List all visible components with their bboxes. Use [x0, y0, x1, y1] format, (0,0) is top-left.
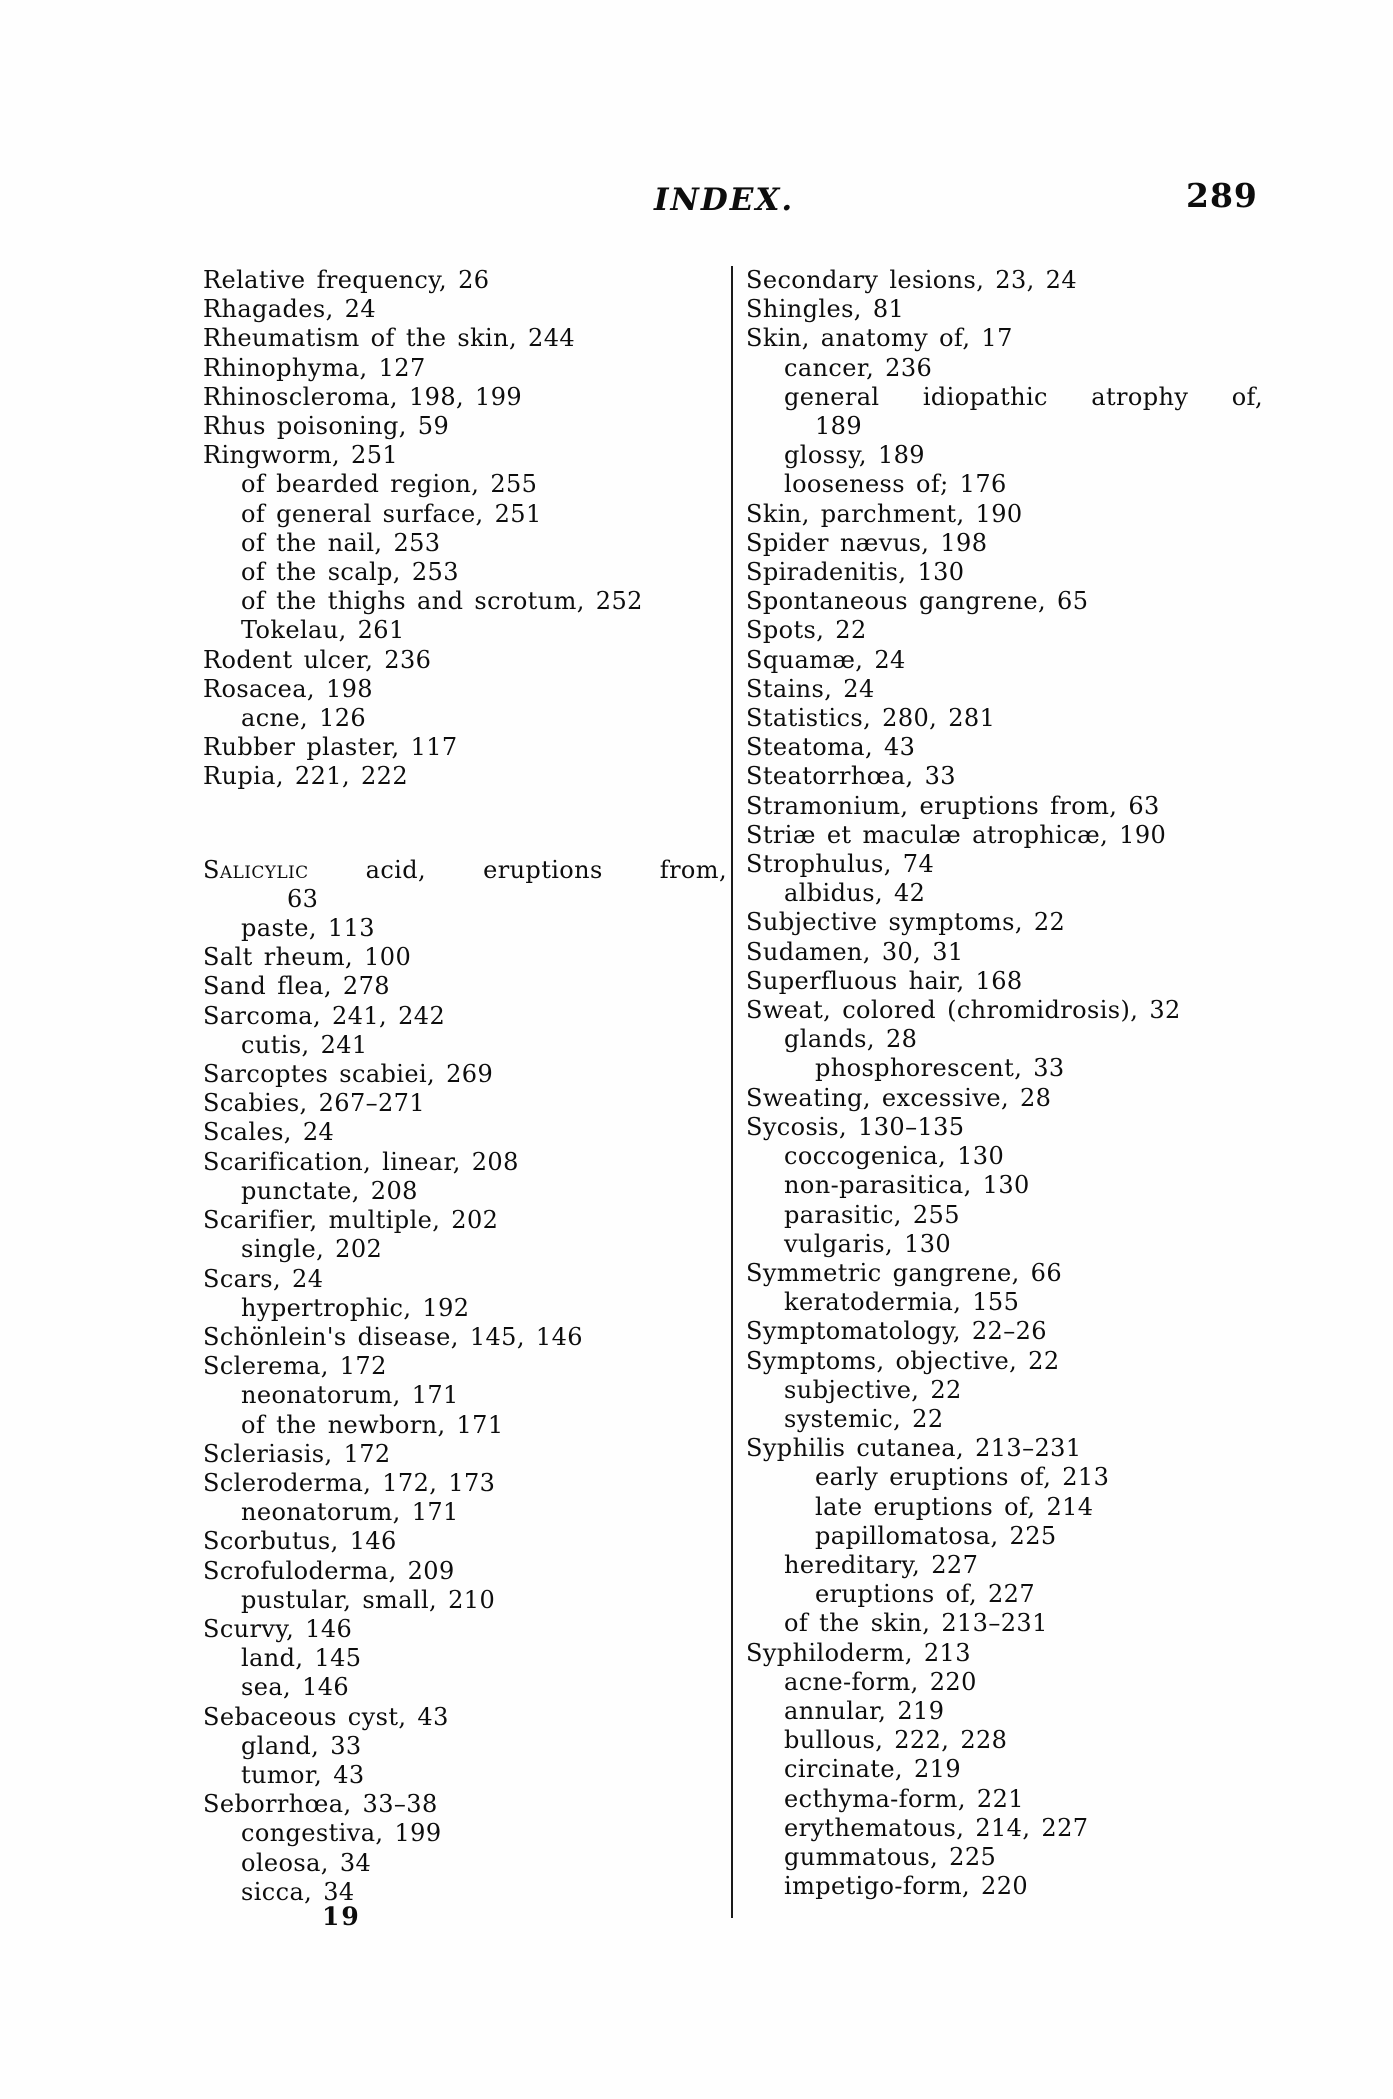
index-entry: Spots, 22	[746, 616, 867, 645]
index-entry: Scorbutus, 146	[203, 1527, 397, 1556]
index-entry: Stramonium, eruptions from, 63	[746, 791, 1160, 820]
index-entry: land, 145	[241, 1644, 362, 1673]
index-entry: Scars, 24	[203, 1264, 324, 1293]
index-entry: Striæ et maculæ atrophicæ, 190	[746, 820, 1167, 849]
index-entry: Rosacea, 198	[203, 674, 373, 703]
index-entry-word: from,	[659, 855, 727, 884]
index-entry: Spider nævus, 198	[746, 528, 988, 557]
index-entry: Sycosis, 130–135	[746, 1112, 965, 1141]
index-entry: Rodent ulcer, 236	[203, 645, 432, 674]
index-entry: systemic, 22	[784, 1404, 944, 1433]
index-entry: 189	[815, 412, 863, 441]
index-entry: Subjective symptoms, 22	[746, 908, 1066, 937]
index-entry: Skin, parchment, 190	[746, 499, 1023, 528]
index-entry: Rhinoscleroma, 198, 199	[203, 382, 523, 411]
index-entry: gland, 33	[241, 1731, 362, 1760]
index-entry: Rheumatism of the skin, 244	[203, 324, 576, 353]
index-entry	[203, 856, 727, 885]
index-entry-word: Salicylic	[203, 855, 309, 884]
index-entry: Scleriasis, 172	[203, 1439, 391, 1468]
page-title: INDEX.	[654, 182, 795, 218]
index-entry: Shingles, 81	[746, 295, 905, 324]
index-entry: Rhagades, 24	[203, 295, 376, 324]
index-entry	[746, 383, 1263, 412]
index-entry: impetigo-form, 220	[784, 1872, 1029, 1901]
index-entry: Sarcoptes scabiei, 269	[203, 1060, 494, 1089]
index-entry: pustular, small, 210	[241, 1585, 496, 1614]
index-entry: ecthyma-form, 221	[784, 1784, 1024, 1813]
index-entry: Rhus poisoning, 59	[203, 412, 450, 441]
index-entry: Sweat, colored (chromidrosis), 32	[746, 996, 1181, 1025]
index-entry: single, 202	[241, 1235, 383, 1264]
index-entry: gummatous, 225	[784, 1842, 997, 1871]
index-entry: Statistics, 280, 281	[746, 704, 996, 733]
index-entry: tumor, 43	[241, 1760, 365, 1789]
index-entry: of the thighs and scrotum, 252	[241, 587, 643, 616]
index-entry: of bearded region, 255	[241, 470, 538, 499]
index-entry: cutis, 241	[241, 1030, 368, 1059]
index-entry: eruptions of, 227	[815, 1580, 1036, 1609]
index-entry: parasitic, 255	[784, 1200, 960, 1229]
index-entry: looseness of; 176	[784, 470, 1007, 499]
printers-signature: 19	[322, 1902, 361, 1931]
page-number: 289	[1186, 176, 1258, 215]
index-entry: Rhinophyma, 127	[203, 353, 426, 382]
index-entry: Scabies, 267–271	[203, 1089, 426, 1118]
index-entry: Spiradenitis, 130	[746, 558, 965, 587]
index-entry-word: eruptions	[483, 855, 603, 884]
index-entry: keratodermia, 155	[784, 1288, 1020, 1317]
index-entry: Secondary lesions, 23, 24	[746, 266, 1078, 294]
index-entry: of the skin, 213–231	[784, 1609, 1048, 1638]
index-entry: Scurvy, 146	[203, 1614, 353, 1643]
index-entry-word: idiopathic	[922, 382, 1048, 411]
index-entry: Steatorrhœa, 33	[746, 762, 956, 791]
index-entry: paste, 113	[241, 914, 375, 943]
index-entry: neonatorum, 171	[241, 1381, 459, 1410]
index-entry: Steatoma, 43	[746, 733, 916, 762]
index-entry: Scarification, linear, 208	[203, 1147, 519, 1176]
index-entry: 63	[287, 884, 319, 913]
index-column-right	[746, 266, 1263, 1901]
index-entry: Spontaneous gangrene, 65	[746, 587, 1089, 616]
column-gap	[203, 792, 727, 856]
index-entry: Seborrhœa, 33–38	[203, 1790, 438, 1819]
index-entry: acne-form, 220	[784, 1667, 977, 1696]
index-entry: Sweating, excessive, 28	[746, 1083, 1052, 1112]
index-entry: papillomatosa, 225	[815, 1521, 1057, 1550]
index-entry: acne, 126	[241, 704, 367, 733]
index-entry: Syphiloderm, 213	[746, 1638, 971, 1667]
index-entry: erythematous, 214, 227	[784, 1813, 1089, 1842]
index-entry: Sebaceous cyst, 43	[203, 1702, 449, 1731]
index-entry: Sarcoma, 241, 242	[203, 1001, 446, 1030]
index-entry: of the newborn, 171	[241, 1410, 504, 1439]
index-entry: late eruptions of, 214	[815, 1492, 1094, 1521]
index-entry: bullous, 222, 228	[784, 1726, 1008, 1755]
index-entry: Tokelau, 261	[241, 616, 405, 645]
index-entry: Scarifier, multiple, 202	[203, 1206, 499, 1235]
index-entry-word: general	[784, 382, 880, 411]
index-entry: albidus, 42	[784, 879, 926, 908]
index-entry: Superfluous hair, 168	[746, 966, 1023, 995]
index-entry: sea, 146	[241, 1673, 350, 1702]
index-entry: hypertrophic, 192	[241, 1293, 470, 1322]
index-entry: hereditary, 227	[784, 1550, 979, 1579]
index-entry: of the nail, 253	[241, 528, 441, 557]
index-entry: Rupia, 221, 222	[203, 762, 409, 791]
index-column-left	[203, 266, 727, 1907]
index-entry: early eruptions of, 213	[815, 1463, 1110, 1492]
index-entry: non-parasitica, 130	[784, 1171, 1030, 1200]
index-entry-word: acid,	[365, 855, 427, 884]
index-entry-word: atrophy	[1091, 382, 1189, 411]
index-entry: Relative frequency, 26	[203, 266, 490, 294]
index-entry: phosphorescent, 33	[815, 1054, 1065, 1083]
index-entry: Symptoms, objective, 22	[746, 1346, 1060, 1375]
index-entry: Scrofuloderma, 209	[203, 1556, 455, 1585]
index-entry: Stains, 24	[746, 674, 875, 703]
index-entry-word: of,	[1231, 382, 1263, 411]
index-entry: coccogenica, 130	[784, 1142, 1005, 1171]
index-entry: neonatorum, 171	[241, 1498, 459, 1527]
index-entry: Symmetric gangrene, 66	[746, 1258, 1063, 1287]
index-entry: oleosa, 34	[241, 1848, 372, 1877]
index-entry: Sclerema, 172	[203, 1352, 387, 1381]
index-entry: Sudamen, 30, 31	[746, 937, 964, 966]
index-entry: Skin, anatomy of, 17	[746, 324, 1013, 353]
index-entry: glands, 28	[784, 1025, 918, 1054]
index-entry: Scleroderma, 172, 173	[203, 1468, 496, 1497]
index-entry: punctate, 208	[241, 1176, 418, 1205]
index-entry: Ringworm, 251	[203, 441, 399, 470]
index-entry: subjective, 22	[784, 1375, 962, 1404]
index-entry: Symptomatology, 22–26	[746, 1317, 1047, 1346]
index-entry: congestiva, 199	[241, 1819, 442, 1848]
index-entry: Salt rheum, 100	[203, 943, 412, 972]
index-entry: Sand flea, 278	[203, 972, 390, 1001]
index-entry: cancer, 236	[784, 353, 933, 382]
index-entry: Squamæ, 24	[746, 645, 906, 674]
index-entry: circinate, 219	[784, 1755, 961, 1784]
index-entry: glossy, 189	[784, 441, 925, 470]
index-entry: Syphilis cutanea, 213–231	[746, 1434, 1082, 1463]
index-entry: Scales, 24	[203, 1118, 335, 1147]
index-entry: annular, 219	[784, 1696, 945, 1725]
index-entry: Strophulus, 74	[746, 850, 935, 879]
index-entry: Rubber plaster, 117	[203, 733, 458, 762]
index-entry: vulgaris, 130	[784, 1229, 952, 1258]
index-entry: of the scalp, 253	[241, 558, 459, 587]
index-entry: Schönlein's disease, 145, 146	[203, 1322, 583, 1351]
index-entry: sicca, 34	[241, 1877, 355, 1906]
column-divider	[731, 266, 733, 1918]
index-entry: of general surface, 251	[241, 499, 542, 528]
